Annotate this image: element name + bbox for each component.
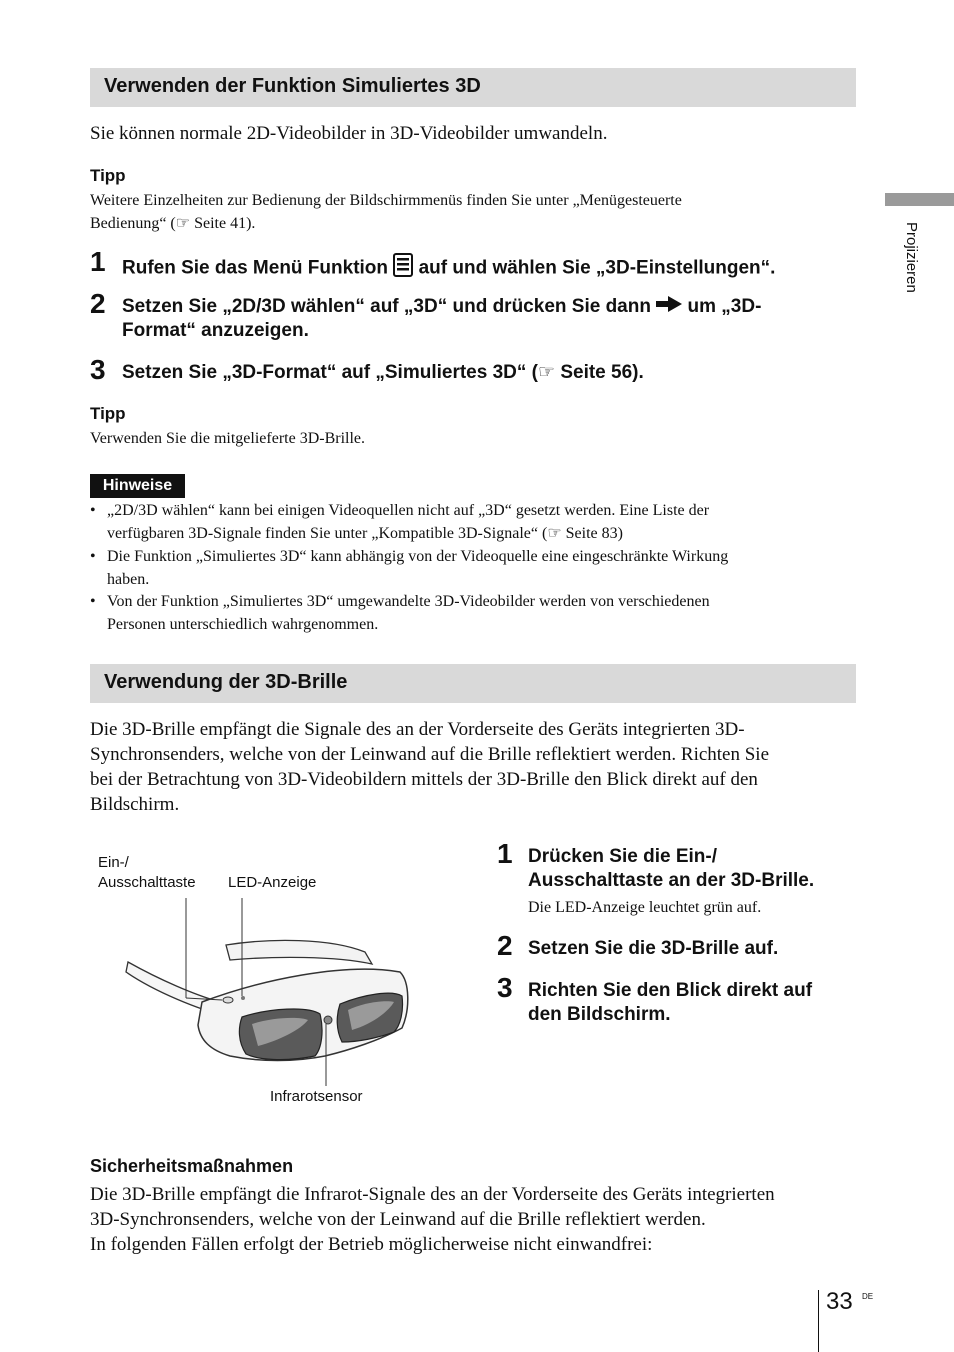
paragraph-line: bei der Betrachtung von 3D-Videobildern mittels der 3D-Brille den Blick direkt auf den bbox=[90, 769, 758, 790]
infrared-sensor-label: Infrarotsensor bbox=[270, 1088, 363, 1105]
glasses-step-3 bbox=[528, 979, 858, 1027]
hinweise-badge: Hinweise bbox=[90, 474, 185, 498]
bullet-line bbox=[107, 522, 856, 545]
tipp-line bbox=[90, 212, 856, 235]
bullet-line: „2D/3D wählen“ kann bei einigen Videoquellen nicht auf „3D“ gesetzt werden. Eine Liste der bbox=[107, 502, 710, 519]
list-item bbox=[90, 545, 856, 591]
bullet-dot: • bbox=[90, 502, 96, 519]
reference-hand-icon: ☞ bbox=[538, 362, 556, 383]
tipp-text-part: Bedienung“ ( bbox=[90, 215, 176, 232]
step-text-part: Setzen Sie „2D/3D wählen“ auf „3D“ und drücken Sie dann bbox=[122, 296, 657, 318]
step-number: 2 bbox=[497, 930, 513, 961]
step-text-part: Setzen Sie „3D-Format“ auf „Simuliertes 3D“ ( bbox=[122, 362, 538, 383]
paragraph-line: 3D-Synchronsenders, welche von der Leinwand auf die Brille reflektiert werden. bbox=[90, 1209, 706, 1230]
step-line: Richten Sie den Blick direkt auf bbox=[528, 980, 813, 1001]
step-number: 2 bbox=[90, 288, 106, 319]
step-text-part: Seite 56). bbox=[555, 362, 644, 383]
led-indicator-label: LED-Anzeige bbox=[228, 874, 317, 891]
bullet-text bbox=[107, 499, 856, 545]
intro-text: Sie können normale 2D-Videobilder in 3D-Videobilder umwandeln. bbox=[90, 123, 608, 144]
step-text-part: um „3D- bbox=[682, 296, 762, 318]
bullet-dot: • bbox=[90, 548, 96, 565]
paragraph-line: Die 3D-Brille empfängt die Signale des an der Vorderseite des Geräts integrierten 3D- bbox=[90, 719, 745, 740]
intro-paragraph bbox=[90, 717, 860, 817]
chapter-tab-marker bbox=[885, 193, 954, 206]
tipp-text: Verwenden Sie die mitgelieferte 3D-Brille. bbox=[90, 430, 366, 447]
reference-hand-icon: ☞ bbox=[547, 525, 562, 542]
step-line bbox=[122, 295, 862, 319]
section-title: Verwendung der 3D-Brille bbox=[104, 671, 348, 693]
page-language: DE bbox=[862, 1292, 874, 1301]
bullet-dot: • bbox=[90, 593, 96, 610]
bullet-line: Personen unterschiedlich wahrgenommen. bbox=[107, 616, 379, 633]
bullet-line: haben. bbox=[107, 571, 150, 588]
arrow-right-icon bbox=[656, 295, 682, 319]
step-3-text bbox=[122, 361, 862, 385]
function-menu-icon bbox=[393, 253, 413, 284]
step-note: Die LED-Anzeige leuchtet grün auf. bbox=[528, 899, 762, 916]
step-2-text bbox=[122, 295, 862, 343]
glasses-step-1 bbox=[528, 845, 858, 893]
paragraph-line: Synchronsenders, welche von der Leinwand auf die Brille reflektiert werden. Richten Sie bbox=[90, 744, 770, 765]
bullet-text bbox=[107, 590, 856, 636]
page-number: 33 bbox=[826, 1288, 853, 1315]
section-header-3d-glasses bbox=[90, 664, 856, 703]
tipp-heading: Tipp bbox=[90, 404, 126, 423]
list-item bbox=[90, 590, 856, 636]
power-button-label bbox=[98, 853, 196, 893]
bullet-line: Die Funktion „Simuliertes 3D“ kann abhängig von der Videoquelle eine eingeschränkte Wirkung bbox=[107, 548, 729, 565]
tipp-text bbox=[90, 189, 856, 235]
step-number: 1 bbox=[90, 246, 106, 277]
step-line: den Bildschirm. bbox=[528, 1004, 671, 1025]
list-item bbox=[90, 499, 856, 545]
bullet-text-part: verfügbaren 3D-Signale finden Sie unter „Kompatible 3D-Signale“ ( bbox=[107, 525, 548, 542]
step-number: 1 bbox=[497, 838, 513, 869]
step-number: 3 bbox=[90, 354, 106, 385]
chapter-tab-label: Projizieren bbox=[903, 222, 920, 293]
paragraph-line: Die 3D-Brille empfängt die Infrarot-Signale des an der Vorderseite des Geräts integrierten bbox=[90, 1184, 775, 1205]
bullet-line: Von der Funktion „Simuliertes 3D“ umgewandelte 3D-Videobilder werden von verschiedenen bbox=[107, 593, 710, 610]
reference-hand-icon: ☞ bbox=[175, 215, 191, 232]
page-divider bbox=[818, 1290, 819, 1352]
tipp-line: Weitere Einzelheiten zur Bedienung der Bildschirmmenüs finden Sie unter „Menügesteuerte bbox=[90, 192, 682, 209]
section-title: Verwenden der Funktion Simuliertes 3D bbox=[104, 75, 481, 97]
paragraph-line: Bildschirm. bbox=[90, 794, 180, 815]
step-line: Drücken Sie die Ein-/ bbox=[528, 846, 717, 867]
step-line: Ausschalttaste an der 3D-Brille. bbox=[528, 870, 815, 891]
safety-heading: Sicherheitsmaßnahmen bbox=[90, 1156, 294, 1176]
glasses-step-2: Setzen Sie die 3D-Brille auf. bbox=[528, 938, 779, 959]
tipp-text-part: Seite 41). bbox=[190, 215, 256, 232]
3d-glasses-illustration bbox=[110, 890, 430, 1090]
safety-paragraph bbox=[90, 1182, 860, 1257]
step-text-part: Rufen Sie das Menü Funktion bbox=[122, 257, 394, 279]
bullet-text bbox=[107, 545, 856, 591]
label-line: Ein-/ bbox=[98, 854, 129, 871]
step-line: Format“ anzuzeigen. bbox=[122, 320, 309, 342]
tipp-heading: Tipp bbox=[90, 166, 126, 185]
section-header-simulated-3d bbox=[90, 68, 856, 107]
bullet-text-part: Seite 83) bbox=[561, 525, 623, 542]
label-line: Ausschalttaste bbox=[98, 874, 196, 891]
paragraph-line: In folgenden Fällen erfolgt der Betrieb möglicherweise nicht einwandfrei: bbox=[90, 1234, 653, 1255]
step-text-part: auf und wählen Sie „3D-Einstellungen“. bbox=[413, 257, 776, 279]
step-1-text bbox=[122, 253, 862, 284]
step-number: 3 bbox=[497, 972, 513, 1003]
